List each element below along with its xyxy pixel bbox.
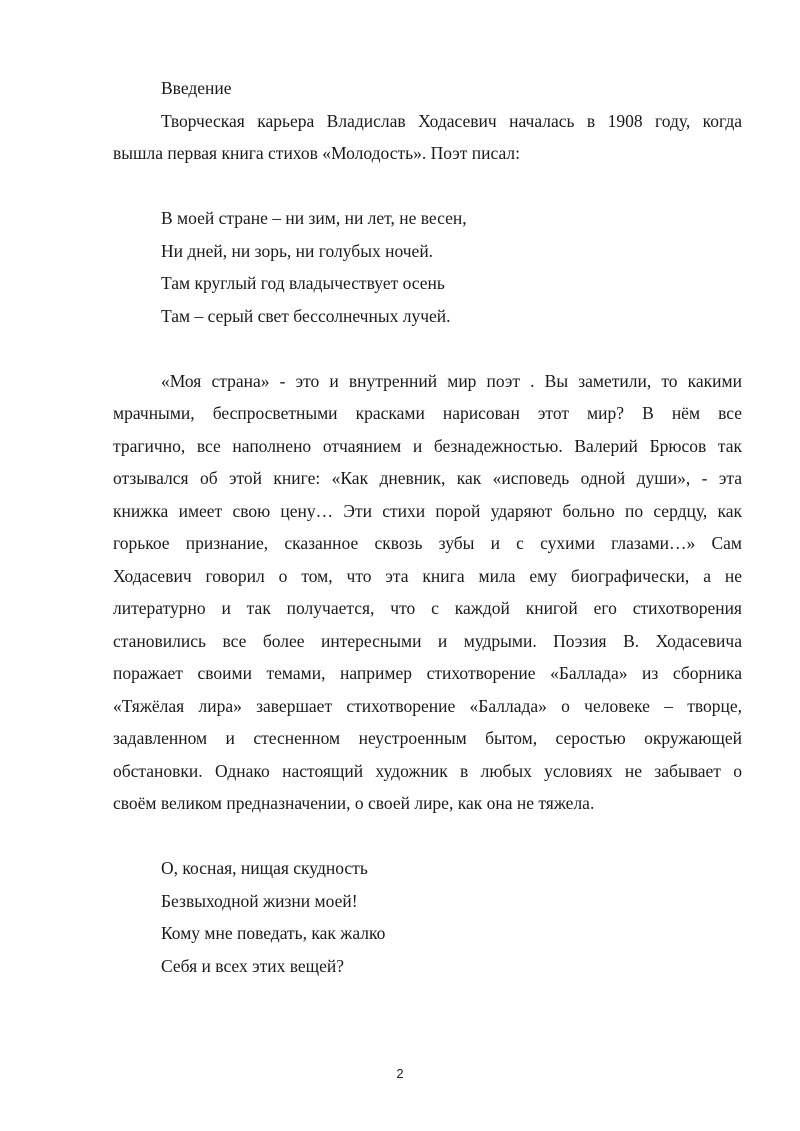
paragraph-line: мрачными, беспросветными красками нарисован этот мир? В нём все bbox=[113, 403, 742, 423]
poem-line: Кому мне поведать, как жалко bbox=[161, 923, 386, 943]
paragraph-line: обстановки. Однако настоящий художник в любых условиях не забывает о bbox=[113, 760, 742, 781]
paragraph-line: Ходасевич говорил о том, что эта книга мила ему биографически, а не bbox=[113, 565, 742, 586]
paragraph-line: литературно и так получается, что с каждой книгой его стихотворения bbox=[113, 598, 742, 618]
poem-stanza-2 bbox=[113, 852, 742, 982]
spacer bbox=[113, 820, 742, 853]
paragraph-line: вышла первая книга стихов «Молодость». Поэт писал: bbox=[113, 143, 521, 163]
paragraph-line: задавленном и стесненном неустроенным бытом, серостью окружающей bbox=[113, 728, 742, 748]
poem-stanza-1 bbox=[113, 202, 742, 332]
paragraph-line: поражает своими темами, например стихотворение «Баллада» из сборника bbox=[113, 663, 742, 683]
poem-line: Там круглый год владычествует осень bbox=[161, 273, 445, 293]
paragraph-line: Творческая карьера Владислав Ходасевич началась в 1908 году, когда bbox=[161, 110, 742, 131]
poem-line: Ни дней, ни зорь, ни голубых ночей. bbox=[161, 240, 434, 261]
text-column bbox=[113, 72, 742, 982]
paragraph-line: отзывался об этой книге: «Как дневник, как «исповедь одной души», - эта bbox=[113, 468, 742, 488]
poem-line: О, косная, нищая скудность bbox=[161, 858, 368, 878]
paragraph-line: «Тяжёлая лира» завершает стихотворение «Баллада» о человеке – творце, bbox=[113, 695, 742, 716]
spacer bbox=[113, 332, 742, 365]
poem-line: Там – серый свет бессолнечных лучей. bbox=[161, 305, 451, 326]
intro-paragraph bbox=[113, 105, 742, 170]
main-paragraph bbox=[113, 365, 742, 820]
poem-line: Безвыходной жизни моей! bbox=[161, 890, 358, 911]
paragraph-line: трагично, все наполнено отчаянием и безнадежностью. Валерий Брюсов так bbox=[113, 435, 742, 456]
spacer bbox=[113, 170, 742, 203]
paragraph-line: горькое признание, сказанное сквозь зубы и с сухими глазами…» Сам bbox=[113, 533, 742, 553]
paragraph-line: книжка имеет свою цену… Эти стихи порой ударяют больно по сердцу, как bbox=[113, 500, 742, 521]
poem-line: В моей стране – ни зим, ни лет, не весен, bbox=[161, 208, 467, 228]
page-number: 2 bbox=[396, 1066, 404, 1081]
paragraph-line: «Моя страна» - это и внутренний мир поэт . Вы заметили, то какими bbox=[161, 370, 742, 391]
paragraph-line: своём великом предназначении, о своей лире, как она не тяжела. bbox=[113, 793, 595, 813]
section-heading: Введение bbox=[161, 78, 232, 98]
paragraph-line: становились все более интересными и мудрыми. Поэзия В. Ходасевича bbox=[113, 630, 742, 651]
poem-line: Себя и всех этих вещей? bbox=[161, 955, 345, 976]
